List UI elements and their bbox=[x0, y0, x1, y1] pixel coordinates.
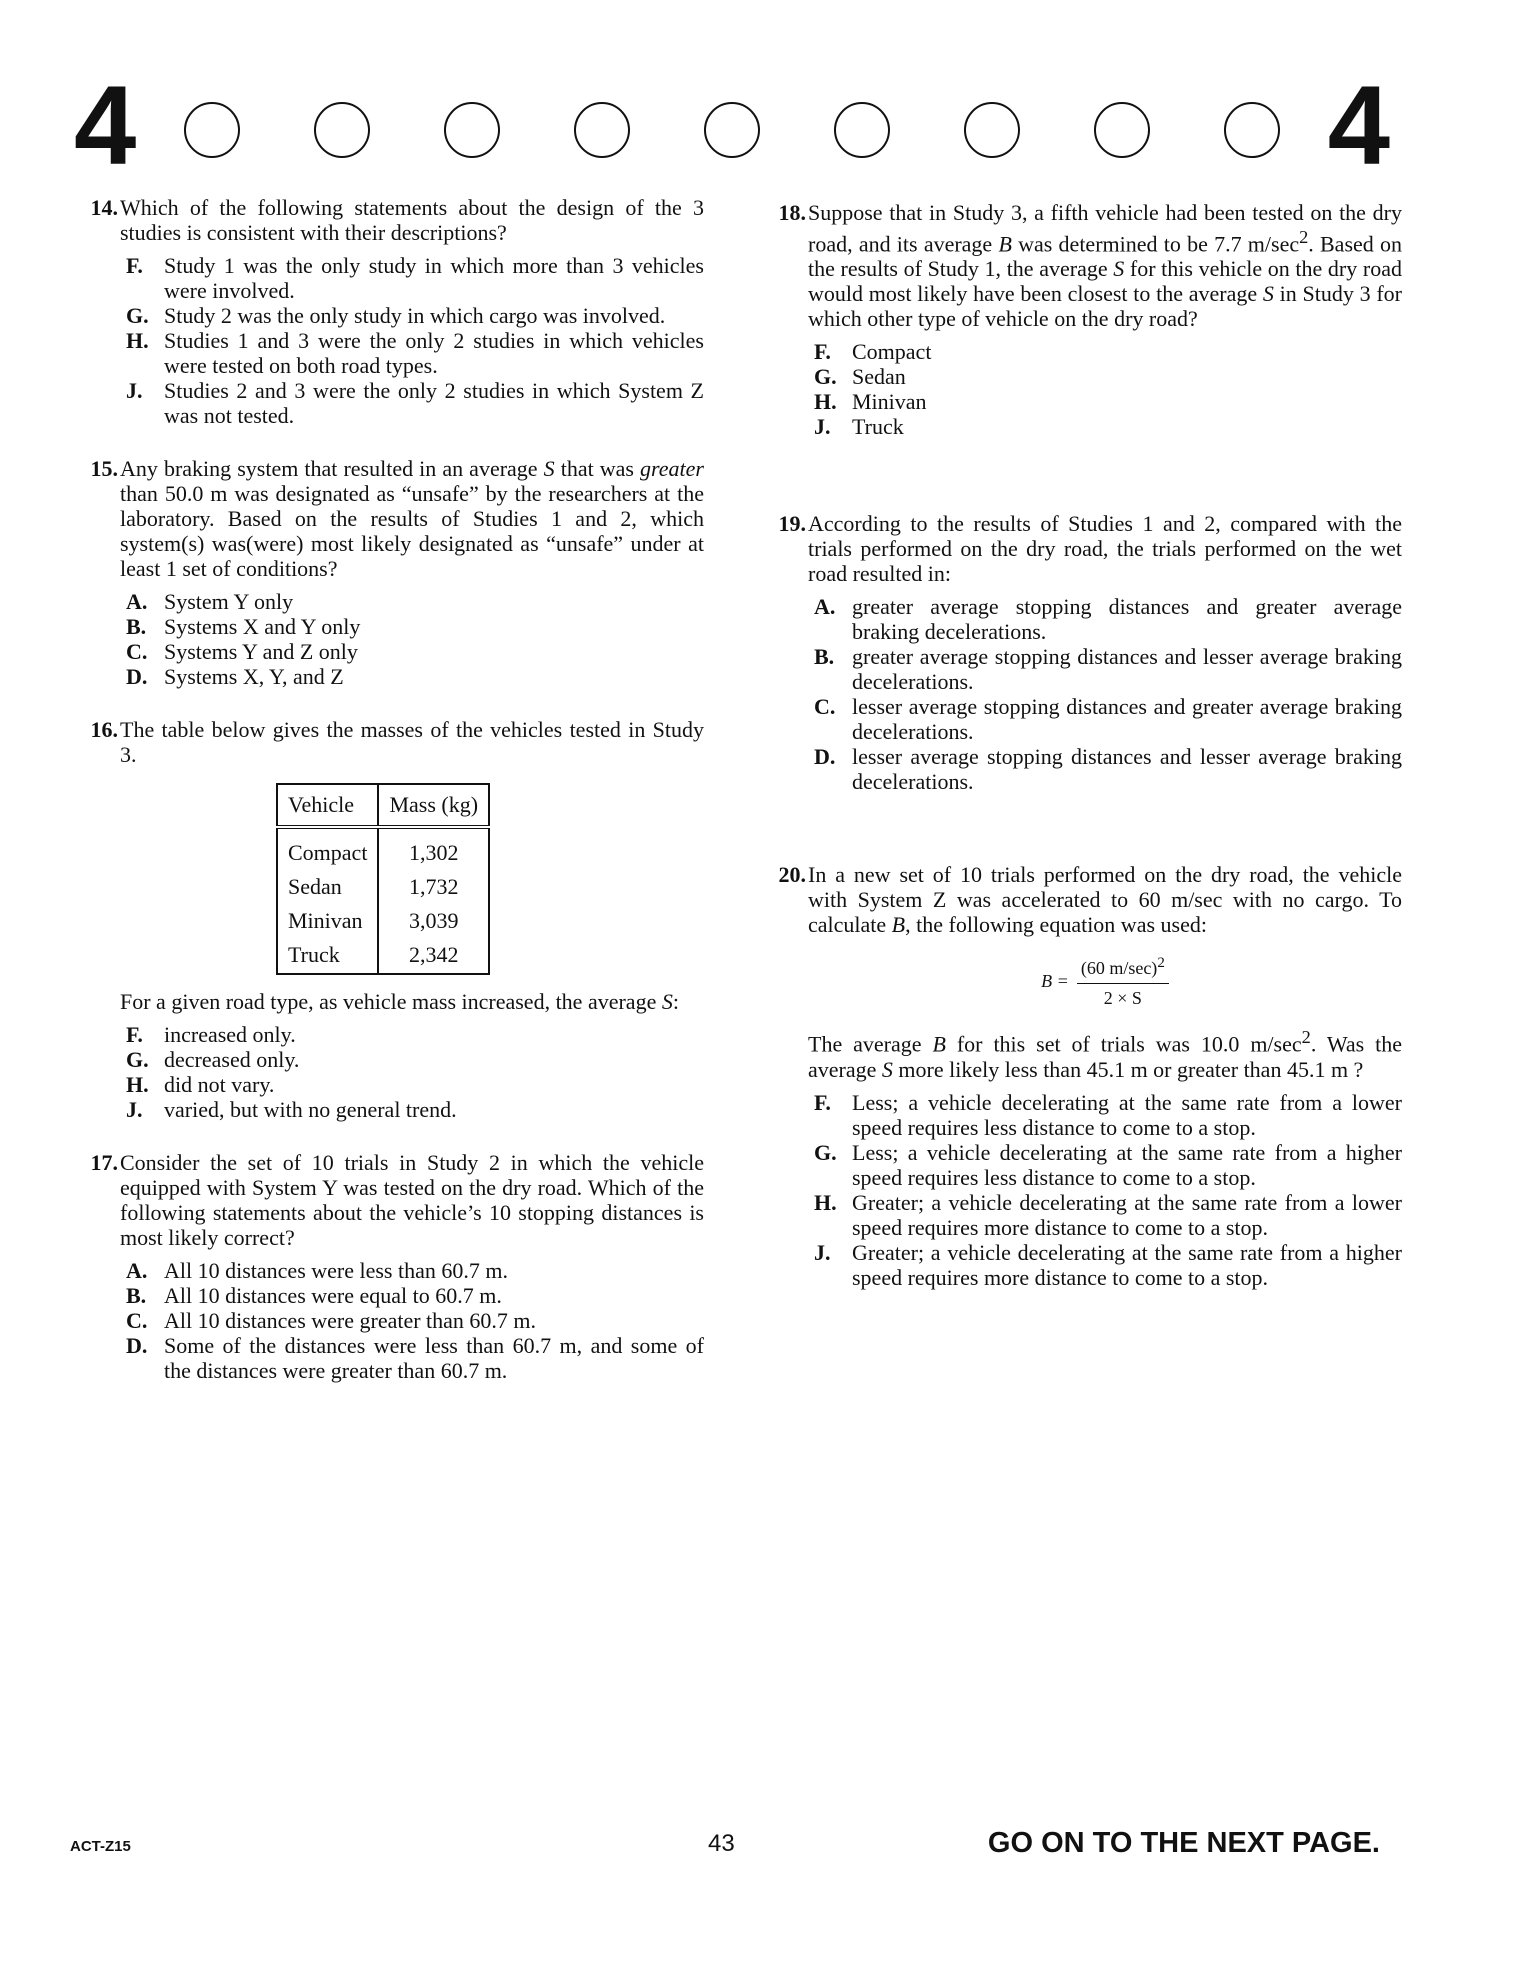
answer-option[interactable] bbox=[120, 639, 704, 664]
question-number: 14. bbox=[90, 195, 118, 220]
option-letter: F. bbox=[814, 1089, 831, 1115]
circle-icon bbox=[964, 102, 1020, 158]
answer-option[interactable] bbox=[808, 414, 1402, 439]
section-number-right: 4 bbox=[1327, 63, 1390, 188]
option-letter: G. bbox=[814, 1139, 837, 1165]
stem-text: For a given road type, as vehicle mass increased, the average bbox=[120, 989, 662, 1014]
option-text: greater average stopping distances and greater average braking decelerations. bbox=[852, 594, 1402, 645]
answer-option[interactable] bbox=[808, 1190, 1402, 1240]
answer-option[interactable] bbox=[808, 1240, 1402, 1290]
option-text: varied, but with no general trend. bbox=[164, 1097, 457, 1122]
option-text: Study 1 was the only study in which more than 3 vehicles were involved. bbox=[164, 253, 704, 303]
answer-options bbox=[120, 253, 704, 428]
answer-option[interactable] bbox=[120, 1333, 704, 1383]
option-letter: H. bbox=[814, 389, 837, 415]
page-number: 43 bbox=[708, 1830, 735, 1857]
stem-text: : bbox=[672, 989, 679, 1014]
variable-b: B bbox=[891, 912, 906, 938]
option-text: Truck bbox=[852, 414, 904, 440]
option-text: Greater; a vehicle decelerating at the same rate from a lower speed requires more distance to come to a stop. bbox=[852, 1189, 1402, 1240]
option-letter: H. bbox=[814, 1189, 837, 1215]
equation-lhs: B = bbox=[1041, 970, 1069, 991]
vehicle-mass-table bbox=[276, 783, 490, 975]
question-stem: Which of the following statements about the design of the 3 studies is consistent with their descriptions? bbox=[120, 195, 704, 245]
option-letter: H. bbox=[126, 1072, 149, 1097]
question-number: 18. bbox=[778, 200, 806, 225]
variable-s: S bbox=[543, 456, 555, 481]
question-stem: Consider the set of 10 trials in Study 2 in which the vehicle equipped with System Y was tested on the dry road. Which of the following statements about the vehicle’s 10 stopping distances is most likely correct? bbox=[120, 1150, 704, 1250]
variable-s: S bbox=[1262, 281, 1274, 307]
option-letter: D. bbox=[814, 744, 836, 770]
circle-icon bbox=[704, 102, 760, 158]
option-letter: J. bbox=[814, 414, 831, 440]
superscript: 2 bbox=[1157, 955, 1165, 972]
option-text: Systems X, Y, and Z bbox=[164, 664, 344, 689]
vehicle-cell: Sedan bbox=[277, 869, 378, 903]
question-number: 20. bbox=[778, 862, 806, 888]
stem-text: more likely less than 45.1 m or greater than 45.1 m ? bbox=[892, 1056, 1364, 1082]
option-text: Studies 1 and 3 were the only 2 studies in which vehicles were tested on both road types. bbox=[164, 328, 704, 378]
option-text: Systems Y and Z only bbox=[164, 639, 358, 664]
answer-options bbox=[120, 1258, 704, 1383]
option-letter: G. bbox=[814, 364, 837, 390]
answer-option[interactable] bbox=[120, 328, 704, 378]
next-page-notice: GO ON TO THE NEXT PAGE. bbox=[987, 1827, 1380, 1859]
question-20 bbox=[762, 862, 1402, 1289]
circle-icon bbox=[184, 102, 240, 158]
question-number: 15. bbox=[90, 456, 118, 481]
option-letter: A. bbox=[814, 594, 836, 620]
option-text: All 10 distances were equal to 60.7 m. bbox=[164, 1283, 502, 1308]
option-text: Less; a vehicle decelerating at the same rate from a higher speed requires less distance to come to a stop. bbox=[852, 1139, 1402, 1190]
superscript: 2 bbox=[1299, 227, 1309, 247]
option-text: lesser average stopping distances and greater average braking decelerations. bbox=[852, 694, 1402, 745]
stem-text: that was bbox=[554, 456, 641, 481]
option-text: System Y only bbox=[164, 589, 294, 614]
variable-s: S bbox=[661, 989, 673, 1014]
option-letter: D. bbox=[126, 664, 148, 689]
stem-text: Any braking system that resulted in an average bbox=[120, 456, 544, 481]
question-stem bbox=[808, 862, 1402, 937]
answer-option[interactable] bbox=[120, 303, 704, 328]
numerator-text: (60 m/sec) bbox=[1080, 958, 1158, 979]
question-followup bbox=[120, 989, 704, 1014]
option-text: Studies 2 and 3 were the only 2 studies in which System Z was not tested. bbox=[164, 378, 704, 428]
option-letter: J. bbox=[126, 378, 143, 403]
option-letter: G. bbox=[126, 303, 149, 328]
question-15 bbox=[74, 456, 704, 689]
variable-b: B bbox=[998, 231, 1012, 257]
answer-option[interactable] bbox=[120, 1022, 704, 1047]
table-row bbox=[277, 869, 489, 903]
question-18 bbox=[762, 200, 1402, 439]
circle-icon bbox=[1224, 102, 1280, 158]
option-letter: D. bbox=[126, 1333, 148, 1358]
question-prompt bbox=[808, 1025, 1402, 1081]
stem-text: Suppose that in Study 3, a fifth vehicle had been tested on the dry road, and its average bbox=[808, 200, 1402, 257]
answer-option[interactable] bbox=[120, 1258, 704, 1283]
answer-option[interactable] bbox=[808, 389, 1402, 414]
stem-text: for this vehicle on the dry road would most likely have been closest to the average bbox=[808, 256, 1402, 307]
option-letter: J. bbox=[814, 1239, 831, 1265]
answer-option[interactable] bbox=[808, 644, 1402, 694]
circle-icon bbox=[444, 102, 500, 158]
section-number-left: 4 bbox=[74, 63, 137, 188]
option-letter: A. bbox=[126, 589, 148, 614]
circle-icon bbox=[574, 102, 630, 158]
option-text: did not vary. bbox=[164, 1072, 275, 1097]
option-text: lesser average stopping distances and lesser average braking decelerations. bbox=[852, 744, 1402, 795]
equation-fraction bbox=[1077, 951, 1169, 1011]
answer-option[interactable] bbox=[120, 614, 704, 639]
option-text: Greater; a vehicle decelerating at the same rate from a higher speed requires more distance to come to a stop. bbox=[852, 1239, 1402, 1290]
option-text: Some of the distances were less than 60.7 m, and some of the distances were greater than 60.7 m. bbox=[164, 1333, 704, 1383]
form-code: ACT-Z15 bbox=[70, 1838, 131, 1855]
option-letter: G. bbox=[126, 1047, 149, 1072]
variable-s: S bbox=[881, 1056, 893, 1082]
answer-option[interactable] bbox=[120, 1283, 704, 1308]
vehicle-cell: Compact bbox=[277, 827, 378, 869]
mass-cell: 1,302 bbox=[378, 827, 489, 869]
stem-text: for this set of trials was 10.0 m/sec bbox=[945, 1031, 1302, 1057]
option-text: decreased only. bbox=[164, 1047, 300, 1072]
answer-option[interactable] bbox=[808, 364, 1402, 389]
answer-option[interactable] bbox=[808, 1090, 1402, 1140]
option-letter: B. bbox=[126, 1283, 147, 1308]
option-text: Minivan bbox=[852, 389, 927, 415]
question-number: 19. bbox=[778, 511, 806, 537]
table-row bbox=[277, 937, 489, 974]
stem-text: , the following equation was used: bbox=[905, 912, 1207, 938]
mass-cell: 1,732 bbox=[378, 869, 489, 903]
answer-option[interactable] bbox=[808, 1140, 1402, 1190]
answer-options bbox=[808, 339, 1402, 439]
emphasis-word: greater bbox=[640, 456, 704, 481]
answer-option[interactable] bbox=[808, 594, 1402, 644]
circle-icon bbox=[314, 102, 370, 158]
table-row bbox=[277, 827, 489, 869]
variable-b: B bbox=[932, 1031, 946, 1057]
answer-options bbox=[808, 1090, 1402, 1290]
answer-option[interactable] bbox=[120, 1097, 704, 1122]
equation-numerator bbox=[1077, 951, 1169, 984]
answer-options bbox=[120, 1022, 704, 1122]
question-19 bbox=[762, 511, 1402, 794]
question-16 bbox=[74, 717, 704, 1122]
section-header bbox=[74, 63, 1390, 188]
left-column bbox=[74, 195, 704, 1383]
superscript: 2 bbox=[1301, 1027, 1311, 1048]
option-text: Systems X and Y only bbox=[164, 614, 361, 639]
table-header: Vehicle bbox=[277, 784, 378, 827]
option-letter: H. bbox=[126, 328, 149, 353]
table-header: Mass (kg) bbox=[378, 784, 489, 827]
option-letter: C. bbox=[126, 1308, 148, 1333]
equation-denominator: 2 × S bbox=[1103, 988, 1142, 1009]
answer-options bbox=[808, 594, 1402, 794]
question-stem bbox=[808, 200, 1402, 331]
option-letter: C. bbox=[814, 694, 836, 720]
option-text: Compact bbox=[852, 339, 932, 365]
question-stem bbox=[120, 456, 704, 581]
circle-icon bbox=[1094, 102, 1150, 158]
answer-options bbox=[120, 589, 704, 689]
stem-text: In a new set of 10 trials performed on the dry road, the vehicle with System Z was accelerated to 60 m/sec with no cargo. To calculate bbox=[808, 862, 1402, 938]
answer-option[interactable] bbox=[808, 339, 1402, 364]
variable-s: S bbox=[1113, 256, 1125, 282]
question-stem: According to the results of Studies 1 and 2, compared with the trials performed on the dry road, the trials performed on the wet road resulted in: bbox=[808, 511, 1402, 587]
option-text: Less; a vehicle decelerating at the same rate from a lower speed requires less distance to come to a stop. bbox=[852, 1089, 1402, 1140]
right-column bbox=[762, 200, 1402, 1290]
option-letter: B. bbox=[814, 644, 835, 670]
option-letter: F. bbox=[126, 253, 143, 278]
option-letter: F. bbox=[814, 339, 831, 365]
option-text: All 10 distances were greater than 60.7 m. bbox=[164, 1308, 537, 1333]
option-letter: F. bbox=[126, 1022, 143, 1047]
mass-cell: 3,039 bbox=[378, 903, 489, 937]
question-14 bbox=[74, 195, 704, 428]
vehicle-cell: Minivan bbox=[277, 903, 378, 937]
answer-option[interactable] bbox=[120, 378, 704, 428]
option-text: greater average stopping distances and lesser average braking decelerations. bbox=[852, 644, 1402, 695]
stem-text: than 50.0 m was designated as “unsafe” by the researchers at the laboratory. Based on the results of Studies 1 and 2, which system(s) was(were) most likely designated as “unsafe” under at least 1 set of conditions? bbox=[120, 481, 704, 581]
braking-equation bbox=[808, 951, 1402, 1011]
answer-option[interactable] bbox=[120, 1072, 704, 1097]
answer-option[interactable] bbox=[120, 1308, 704, 1333]
answer-option[interactable] bbox=[120, 589, 704, 614]
question-number: 17. bbox=[90, 1150, 118, 1175]
option-letter: C. bbox=[126, 639, 148, 664]
stem-text: was determined to be 7.7 m/sec bbox=[1011, 231, 1300, 257]
vehicle-cell: Truck bbox=[277, 937, 378, 974]
answer-option[interactable] bbox=[808, 744, 1402, 794]
answer-option[interactable] bbox=[808, 694, 1402, 744]
circle-icon bbox=[834, 102, 890, 158]
option-letter: J. bbox=[126, 1097, 143, 1122]
answer-option[interactable] bbox=[120, 253, 704, 303]
table-row bbox=[277, 903, 489, 937]
stem-text: . Based on the results of Study 1, the average bbox=[808, 231, 1402, 282]
stem-text: . Was the average bbox=[808, 1031, 1402, 1082]
option-text: All 10 distances were less than 60.7 m. bbox=[164, 1258, 508, 1283]
question-17 bbox=[74, 1150, 704, 1383]
mass-cell: 2,342 bbox=[378, 937, 489, 974]
question-number: 16. bbox=[90, 717, 118, 742]
stem-text: in Study 3 for which other type of vehicle on the dry road? bbox=[808, 281, 1402, 332]
answer-option[interactable] bbox=[120, 1047, 704, 1072]
stem-text: The average bbox=[808, 1031, 933, 1057]
question-stem: The table below gives the masses of the vehicles tested in Study 3. bbox=[120, 717, 704, 767]
option-text: Study 2 was the only study in which cargo was involved. bbox=[164, 303, 666, 328]
option-letter: A. bbox=[126, 1258, 148, 1283]
option-text: Sedan bbox=[852, 364, 906, 390]
answer-option[interactable] bbox=[120, 664, 704, 689]
option-letter: B. bbox=[126, 614, 147, 639]
option-text: increased only. bbox=[164, 1022, 296, 1047]
